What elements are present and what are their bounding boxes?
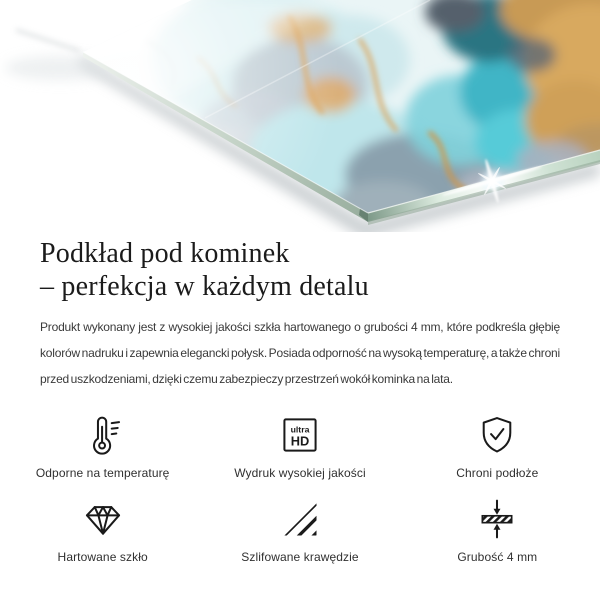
feature-polished-edges <box>201 495 398 564</box>
feature-tempered-glass <box>4 495 201 564</box>
diamond-icon <box>81 497 125 541</box>
page-title <box>40 237 560 303</box>
product-description: Produkt wykonany jest z wysokiej jakości szkła hartowanego o grubości 4 mm, które podkreśla głębię kolorów nadruku i zapewnia elegancki połysk. Posiada odporność na wysoką temperaturę, a także chroni przed uszkodzeniami, dzięki czemu zabezpieczy przestrzeń wokół kominka na lata. <box>40 320 560 386</box>
product-photo <box>0 0 600 232</box>
feature-label: Chroni podłoże <box>456 466 539 480</box>
feature-label: Grubość 4 mm <box>457 550 538 564</box>
feature-print-quality <box>201 411 398 480</box>
feature-protects-floor <box>399 411 596 480</box>
svg-text:HD: HD <box>290 433 310 449</box>
feature-thickness <box>399 495 596 564</box>
feature-label: Wydruk wysokiej jakości <box>234 466 366 480</box>
shield-check-icon <box>475 413 519 457</box>
feature-heat-resistant <box>4 411 201 480</box>
thickness-icon <box>475 497 519 541</box>
title-line-2: – perfekcja w każdym detalu <box>40 271 369 302</box>
product-description-section <box>0 237 600 392</box>
ultra-hd-icon <box>278 413 322 457</box>
title-line-1: Podkład pod kominek <box>40 238 290 269</box>
polished-edges-icon <box>278 497 322 541</box>
feature-label: Odporne na temperaturę <box>35 466 170 480</box>
feature-label: Hartowane szkło <box>57 550 148 564</box>
thermometer-icon <box>81 413 125 457</box>
svg-text:ultra: ultra <box>290 424 310 435</box>
feature-grid <box>4 411 596 564</box>
feature-label: Szlifowane krawędzie <box>241 550 359 564</box>
